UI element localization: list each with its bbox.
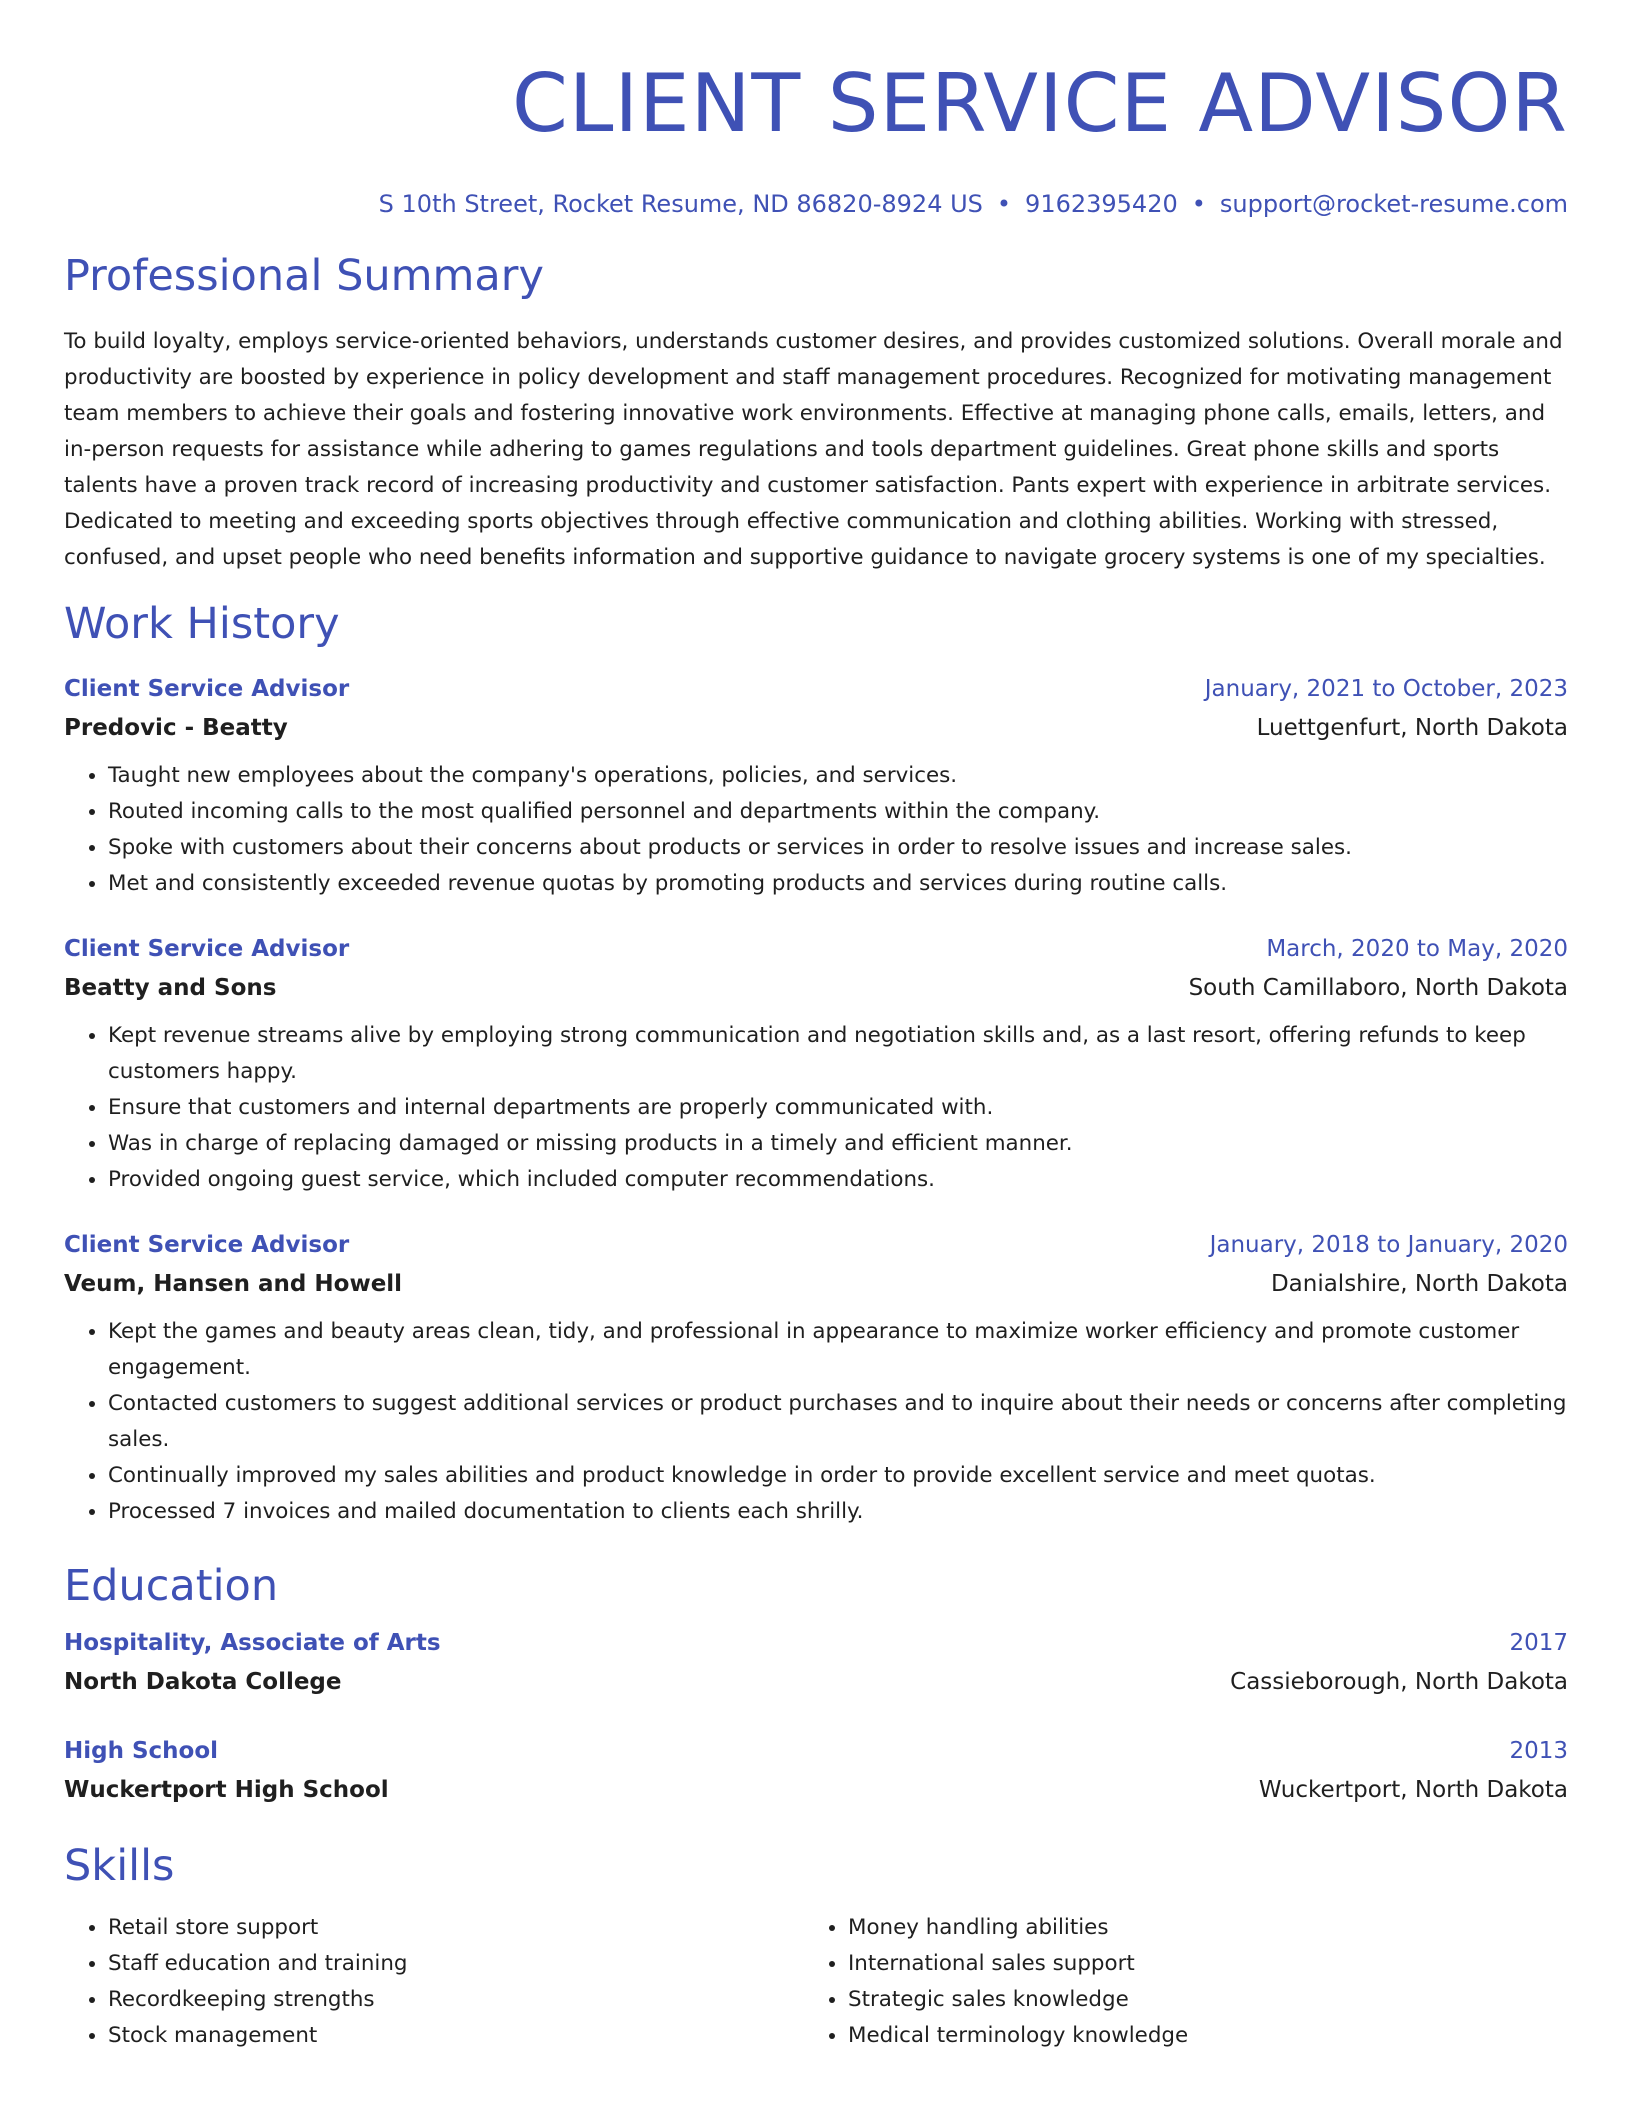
- education-location: Cassieborough, North Dakota: [1230, 1669, 1568, 1695]
- contact-line: [64, 188, 1568, 220]
- education-school: Wuckertport High School: [64, 1777, 389, 1803]
- contact-phone: 9162395420: [1025, 190, 1178, 218]
- job-dates: January, 2021 to October, 2023: [1204, 676, 1568, 702]
- job-company: Predovic - Beatty: [64, 715, 288, 741]
- job-company-row: [64, 708, 1568, 748]
- job-company: Beatty and Sons: [64, 975, 277, 1001]
- candidate-title: CLIENT SERVICE ADVISOR: [512, 57, 1568, 150]
- contact-address: S 10th Street, Rocket Resume, ND 86820-8924 US: [378, 190, 983, 218]
- skill-item: • International sales support: [848, 1946, 1544, 1982]
- section-title-summary: Professional Summary: [64, 251, 544, 301]
- education-school-row: [64, 1770, 1568, 1810]
- skill-item: • Recordkeeping strengths: [108, 1982, 804, 2018]
- list-item: • Continually improved my sales abilities and product knowledge in order to provide excellent service and meet quotas.: [108, 1458, 1568, 1494]
- education-degree: High School: [64, 1738, 219, 1764]
- list-item: • Taught new employees about the company's operations, policies, and services.: [108, 758, 1568, 794]
- job-company-row: [64, 968, 1568, 1008]
- job-bullets: [64, 758, 1568, 902]
- skill-item: • Staff education and training: [108, 1946, 804, 1982]
- list-item: • Met and consistently exceeded revenue quotas by promoting products and services during routine calls.: [108, 866, 1568, 902]
- job-role: Client Service Advisor: [64, 1232, 350, 1258]
- job-header-row: [64, 1226, 1568, 1264]
- list-item: • Processed 7 invoices and mailed documentation to clients each shrilly.: [108, 1494, 1568, 1530]
- section-title-work-history: Work History: [64, 599, 340, 649]
- job-entry: [64, 1226, 1568, 1530]
- contact-email: support@rocket-resume.com: [1219, 190, 1568, 218]
- job-role: Client Service Advisor: [64, 936, 350, 962]
- skill-item: • Stock management: [108, 2018, 804, 2054]
- list-item: • Kept revenue streams alive by employing strong communication and negotiation skills and, as a last resort, offering refunds to keep customers happy.: [108, 1018, 1568, 1090]
- skills-column-left: [64, 1910, 804, 2054]
- education-entry: [64, 1624, 1568, 1702]
- job-bullets: [64, 1314, 1568, 1530]
- education-year: 2013: [1509, 1738, 1568, 1764]
- education-school-row: [64, 1662, 1568, 1702]
- job-entry: [64, 670, 1568, 902]
- contact-separator: •: [996, 190, 1012, 218]
- job-company: Veum, Hansen and Howell: [64, 1271, 403, 1297]
- resume-header: [64, 56, 1568, 220]
- education-year: 2017: [1509, 1630, 1568, 1656]
- education-school: North Dakota College: [64, 1669, 342, 1695]
- list-item: • Was in charge of replacing damaged or missing products in a timely and efficient manner.: [108, 1126, 1568, 1162]
- list-item: • Routed incoming calls to the most qualified personnel and departments within the company.: [108, 794, 1568, 830]
- education-location: Wuckertport, North Dakota: [1258, 1777, 1568, 1803]
- skill-item: • Money handling abilities: [848, 1910, 1544, 1946]
- job-location: Luettgenfurt, North Dakota: [1256, 715, 1568, 741]
- job-bullets: [64, 1018, 1568, 1198]
- list-item: • Spoke with customers about their concerns about products or services in order to resolve issues and increase sales.: [108, 830, 1568, 866]
- skills-list: [64, 1910, 1568, 2054]
- section-title-education: Education: [64, 1561, 279, 1611]
- summary-text: To build loyalty, employs service-oriented behaviors, understands customer desires, and provides customized solutions. Overall morale and productivity are boosted by experience in policy development and staff management procedures. Recognized for motivating management team members to achieve their goals and fostering innovative work environments. Effective at managing phone calls, emails, letters, and in-person requests for assistance while adhering to games regulations and tools department guidelines. Great phone skills and sports talents have a proven track record of increasing productivity and customer satisfaction. Pants expert with experience in arbitrate services. Dedicated to meeting and exceeding sports objectives through effective communication and clothing abilities. Working with stressed, confused, and upset people who need benefits information and supportive guidance to navigate grocery systems is one of my specialties.: [64, 329, 1563, 570]
- job-dates: March, 2020 to May, 2020: [1266, 936, 1568, 962]
- job-header-row: [64, 930, 1568, 968]
- job-location: Danialshire, North Dakota: [1270, 1271, 1568, 1297]
- skill-item: • Retail store support: [108, 1910, 804, 1946]
- list-item: • Kept the games and beauty areas clean, tidy, and professional in appearance to maximize worker efficiency and promote customer engagement.: [108, 1314, 1568, 1386]
- job-entry: [64, 930, 1568, 1198]
- job-company-row: [64, 1264, 1568, 1304]
- section-title-skills: Skills: [64, 1841, 175, 1891]
- list-item: • Ensure that customers and internal departments are properly communicated with.: [108, 1090, 1568, 1126]
- education-degree: Hospitality, Associate of Arts: [64, 1630, 441, 1656]
- education-header-row: [64, 1624, 1568, 1662]
- list-item: • Contacted customers to suggest additional services or product purchases and to inquire about their needs or concerns after completing sales.: [108, 1386, 1568, 1458]
- skills-column-right: [804, 1910, 1544, 2054]
- list-item: • Provided ongoing guest service, which included computer recommendations.: [108, 1162, 1568, 1198]
- education-header-row: [64, 1732, 1568, 1770]
- job-location: South Camillaboro, North Dakota: [1188, 975, 1568, 1001]
- job-dates: January, 2018 to January, 2020: [1209, 1232, 1568, 1258]
- education-entry: [64, 1732, 1568, 1810]
- skill-item: • Strategic sales knowledge: [848, 1982, 1544, 2018]
- job-header-row: [64, 670, 1568, 708]
- contact-separator: •: [1191, 190, 1206, 218]
- skill-item: • Medical terminology knowledge: [848, 2018, 1544, 2054]
- job-role: Client Service Advisor: [64, 676, 350, 702]
